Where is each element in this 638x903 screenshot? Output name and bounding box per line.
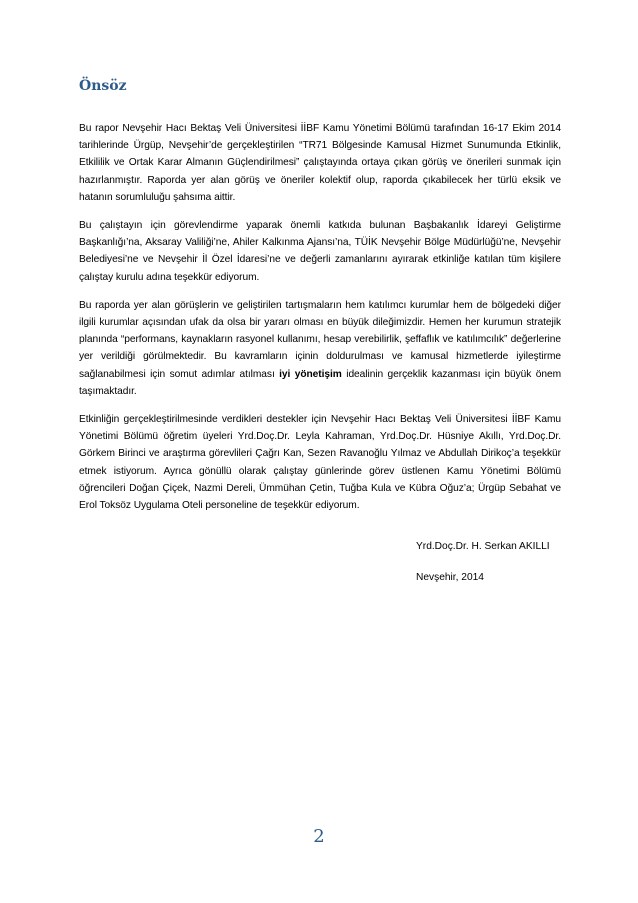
body-text — [79, 120, 561, 525]
paragraph-purpose: Bu rapor Nevşehir Hacı Bektaş Veli Üniversitesi İİBF Kamu Yönetimi Bölümü tarafından 16-17 Ekim 2014 tarihlerinde Ürgüp, Nevşehir’de gerçekleştirilen “TR71 Bölgesinde Kamusal Hizmet Sunumunda Etkinlik, Etkililik ve Ortak Karar Almanın Güçlendirilmesi” çalıştayında ortaya çıkan görüş ve önerileri sunmak için hazırlanmıştır. Raporda yer alan görüş ve öneriler kolektif olup, raporda çıkabilecek her türlü eksik ve hatanın sorumluluğu şahsıma aittir. — [79, 123, 561, 203]
signature-block — [416, 538, 550, 586]
signature-name: Yrd.Doç.Dr. H. Serkan AKILLI — [416, 541, 550, 552]
paragraph-acknowledgements-institutions: Bu çalıştayın için görevlendirme yaparak önemli katkıda bulunan Başbakanlık İdareyi Geliştirme Başkanlığı’na, Aksaray Valiliği’ne, Ahiler Kalkınma Ajansı’na, TÜİK Nevşehir Bölge Müdürlüğü’ne, Nevşehir Belediyesi’ne ve Nevşehir İl Özel İdaresi’ne ve değerli zamanlarını ayırarak etkinliğe katılan tüm kişilere çalıştay kurulu adına teşekkür ediyorum. — [79, 220, 561, 283]
page-number: 2 — [313, 826, 325, 847]
paragraph-goals-text-end: idealinin gerçeklik kazanması için büyük önem taşımaktadır. — [79, 368, 562, 397]
signature-place-date: Nevşehir, 2014 — [416, 572, 484, 583]
paragraph-goals-text-start: Bu raporda yer alan görüşlerin ve geliştirilen tartışmaların hem katılımcı kurumlar hem de bölgedeki diğer ilgili kurumlar açısından ufak da olsa bir yararı olması en büyük dileğimizdir. Hemen her kurumun stratejik planında “performans, kaynakların rasyonel kullanımı, hesap verebilirlik, şeffaflık ve katılımcılık” değerlerine yer verildiği görülmektedir. Bu kavramların içinin doldurulması ve kamusal hizmetlerde iyileştirme sağlanabilmesi için somut adımlar atılması — [79, 299, 561, 380]
paragraph-acknowledgements-people: Etkinliğin gerçekleştirilmesinde verdikleri destekler için Nevşehir Hacı Bektaş Veli Üniversitesi İİBF Kamu Yönetimi Bölümü öğretim üyeleri Yrd.Doç.Dr. Leyla Kahraman, Yrd.Doç.Dr. Hüsniye Akıllı, Yrd.Doç.Dr. Görkem Birinci ve araştırma görevlileri Çağrı Kan, Sezen Ravanoğlu Yılmaz ve Abdullah Dirikoç’a teşekkür etmek istiyorum. Ayrıca gönüllü olarak çalıştay günlerinde görev üstlenen Kamu Yönetimi Bölümü öğrencileri Doğan Çiçek, Nazmi Dereli, Ümmühan Çetin, Tuğba Kula ve Kübra Oğuz’a; Ürgüp Sebahat ve Erol Toksöz Uygulama Oteli personeline de teşekkür ediyorum. — [79, 414, 561, 512]
paragraph-goals — [79, 297, 561, 400]
emphasis-good-governance: iyi yönetişim — [279, 368, 342, 380]
page-heading: Önsöz — [79, 78, 127, 94]
